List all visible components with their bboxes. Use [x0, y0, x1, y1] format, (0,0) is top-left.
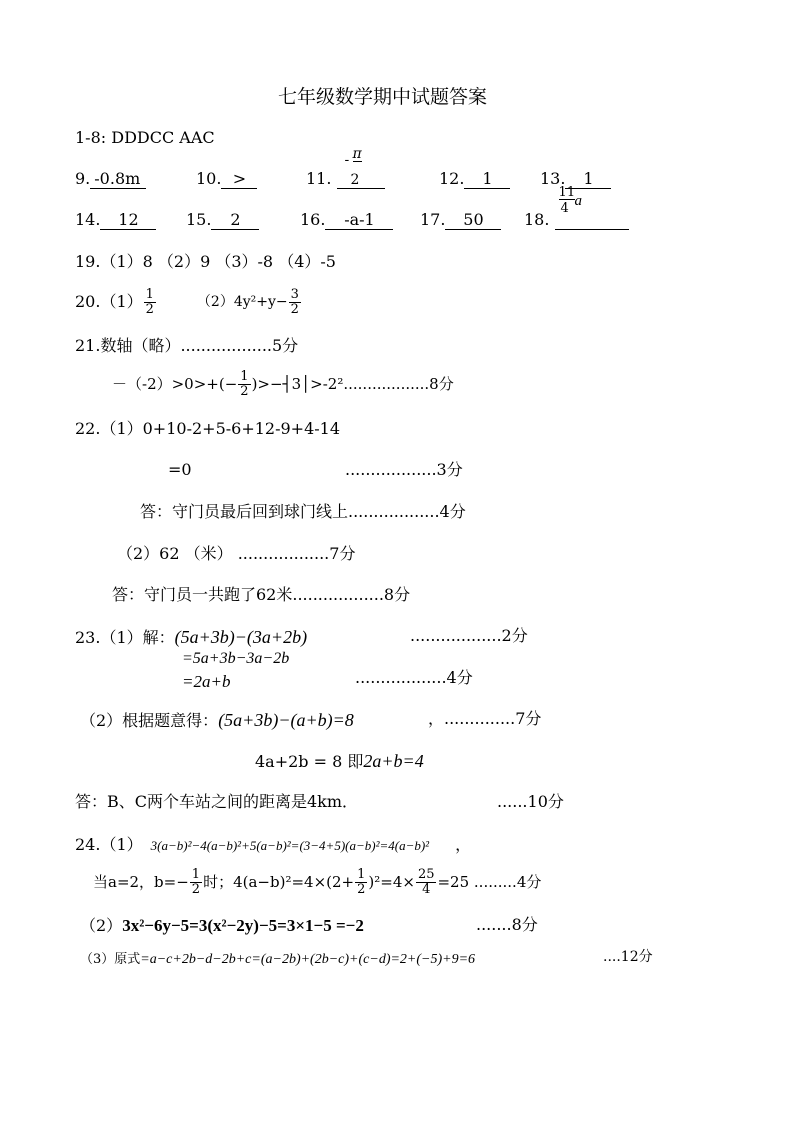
score-23-4: ..................4分 [355, 668, 473, 687]
answer-12: 12. 1 [439, 171, 510, 189]
answer-23-step: =5a+3b−3a−2b [182, 650, 290, 667]
page-title: 七年级数学期中试题答案 [278, 86, 488, 108]
score-23-7: ，..............7分 [428, 709, 542, 728]
answer-23-1: 23.（1）解：(5a+3b)−(3a+2b) [75, 627, 308, 647]
answer-22-1: 22.（1）0+10-2+5-6+12-9+4-14 [75, 419, 341, 438]
answer-13: 13. 1 [540, 171, 611, 189]
answer-21-order: －（-2）>0>+(− $\frac{1}{2}$ )>−┤3│>-2²..................8分 [112, 369, 454, 399]
score-23-2: ..................2分 [410, 626, 528, 645]
score-3: ..................3分 [345, 460, 463, 479]
answer-23-2: （2）根据题意得：(5a+3b)−(a+b)=8 [80, 710, 354, 730]
answer-21-number-line: 21.数轴（略）..................5分 [75, 336, 299, 355]
answer-16: 16. -a-1 [300, 212, 393, 230]
answer-19: 19.（1）8 （2）9 （3）-8 （4）-5 [75, 252, 336, 271]
answer-23-conclusion: 答：B、C两个车站之间的距离是4km． [75, 792, 359, 811]
answer-24-2: （2）3x²−6y−5=3(x²−2y)−5=3×1−5 =−2 [80, 916, 364, 935]
answer-23-result: =2a+b [182, 672, 231, 691]
answer-10: 10. > [196, 171, 257, 189]
score-24-12: ....12分 [603, 949, 653, 965]
answer-24-1: 24.（1） 3(a−b)²−4(a−b)²+5(a−b)²=(3−4+5)(a−b)²=4(a−b)² ， [75, 835, 472, 854]
answer-14: 14. 12 [75, 212, 156, 230]
answer-24-3: （3）原式=a−c+2b−d−2b+c=(a−2b)+(2b−c)+(c−d)=2+(−5)+9=6 [80, 952, 476, 967]
score-23-10: ......10分 [497, 792, 564, 811]
answer-20: 20.（1） $\frac{1}{2}$ （2）4y²+y− $\frac{3}{2}$ [75, 287, 299, 317]
answer-15: 15. 2 [186, 212, 259, 230]
score-24-8: .......8分 [476, 915, 538, 934]
answer-23-2-eq: 4a+2b = 8 即2a+b=4 [255, 751, 424, 771]
answer-18: 18. 11 4 a [524, 212, 629, 230]
answer-22-2-conclusion: 答：守门员一共跑了62米..................8分 [112, 585, 411, 604]
answer-1-8: 1-8: DDDCC AAC [75, 128, 215, 147]
answer-22-1-conclusion: 答：守门员最后回到球门线上..................4分 [140, 502, 466, 521]
answer-9: 9. -0.8m [75, 171, 146, 189]
answer-24-1-eval: 当a=2，b=− $\frac{1}{2}$ 时；4(a−b)²=4×(2+ $\frac{1}{2}$ )²=4× $\frac{25}{4}$ =25 .........4分 [93, 867, 542, 897]
answer-22-1-result: =0 [168, 460, 192, 479]
answer-22-2: （2）62 （米） ..................7分 [117, 544, 356, 563]
answer-11: 11. - π 2 [306, 171, 385, 189]
answer-17: 17. 50 [420, 212, 501, 230]
